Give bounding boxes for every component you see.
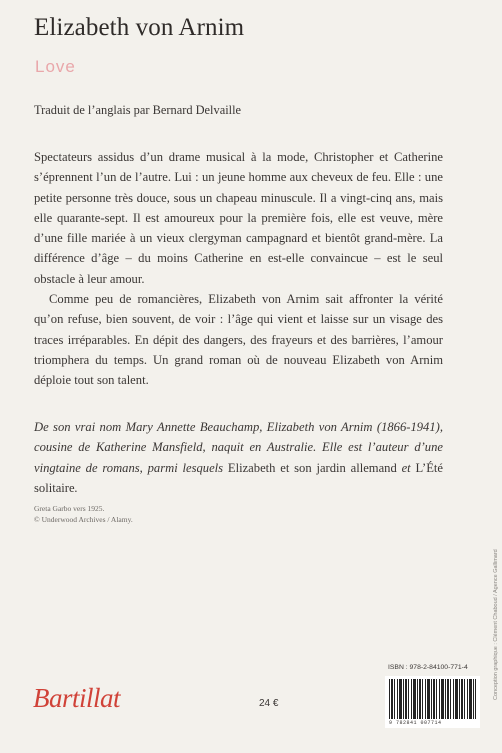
design-credit: Conception graphique : Clément Chaboud / Agence Gallimard xyxy=(493,549,499,700)
blurb-paragraph-2: Comme peu de romancières, Elizabeth von Arnim sait affronter la vérité qu’on refuse, bien souvent, de voir : l’âge qui vient et laisse sur un visage des traces irréparables. En dépit des dangers, des frayeurs et des barrières, l’amour triomphera du temps. Un grand roman où de nouveau Elizabeth von Arnim déploie tout son talent. xyxy=(34,292,443,388)
bio-conjunction: et xyxy=(401,460,411,475)
blurb xyxy=(34,147,443,391)
bio-text: De son vrai nom Mary Annette Beauchamp, Elizabeth von Arnim (1866-1941), cousine de Katherine Mansfield, naquit en Australie. Elle est l’auteur d’une vingtaine de romans, parmi lesquels xyxy=(34,420,443,475)
photo-credit xyxy=(34,503,133,525)
bio-book-1: Elizabeth et son jardin allemand xyxy=(227,460,397,475)
translator-line: Traduit de l’anglais par Bernard Delvaille xyxy=(34,103,242,117)
bio-end: . xyxy=(74,480,78,495)
barcode-digits: 9 782841 007714 xyxy=(389,720,442,726)
photo-credit-line-2: © Underwood Archives / Alamy. xyxy=(34,515,133,524)
isbn-label: ISBN : 978-2-84100-771-4 xyxy=(388,664,468,671)
price: 24 € xyxy=(259,698,279,709)
author-name: Elizabeth von Arnim xyxy=(34,14,245,41)
barcode-bars xyxy=(389,679,476,719)
photo-credit-line-1: Greta Garbo vers 1925. xyxy=(34,504,105,513)
book-title: Love xyxy=(35,57,76,76)
blurb-paragraph-1: Spectateurs assidus d’un drame musical à la mode, Christopher et Catherine s’éprennent l’un de l’autre. Lui : un jeune homme aux cheveux de feu. Elle : une petite personne très douce, sous un chapeau minuscule. Il a vingt-cinq ans, mais elle quarante-sept. Il est amoureux pour la première fois, elle est veuve, mère d’une fille mariée à un vieux clergyman campagnard et bientôt grand-mère. La différence d’âge – du moins Catherine en est-elle convaincue – est le seul obstacle à leur amour. xyxy=(34,150,443,286)
author-bio xyxy=(34,417,443,498)
bio-book-2: L’Été solitaire xyxy=(34,460,444,495)
publisher-logo: Bartillat xyxy=(33,683,121,713)
barcode xyxy=(385,676,480,728)
